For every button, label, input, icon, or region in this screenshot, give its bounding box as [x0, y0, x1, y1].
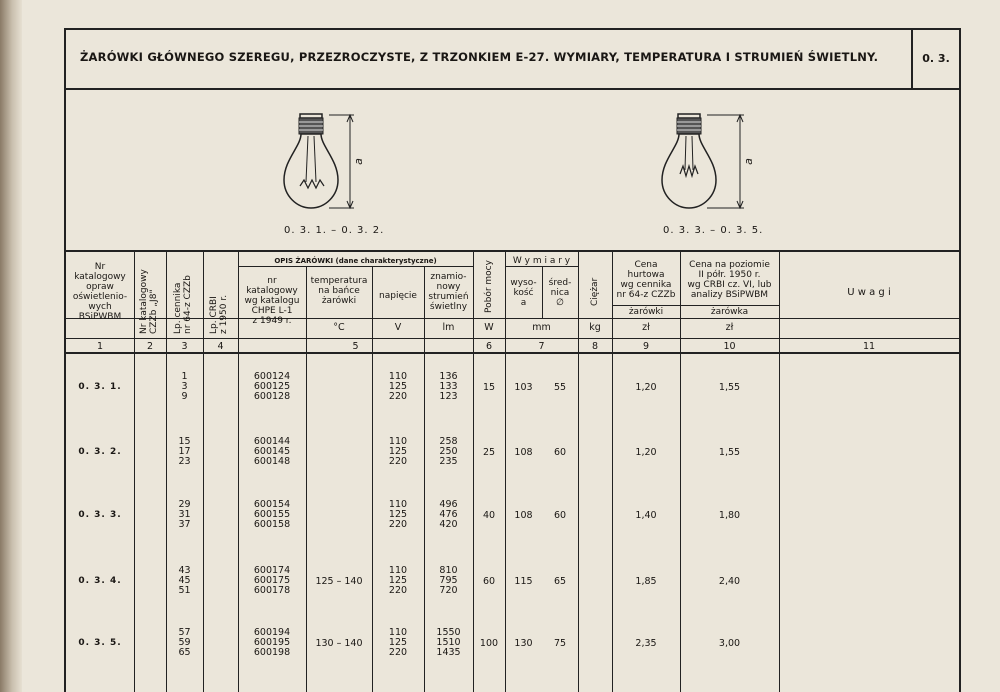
col-border-11	[779, 250, 780, 692]
col-number-8: 8	[591, 341, 599, 352]
row-height: 103	[514, 382, 533, 393]
row-wholesale-price: 1,85	[635, 576, 657, 587]
header-ciezar: Ciężar	[590, 277, 600, 306]
col-border-2	[166, 250, 167, 692]
row-temperature: 130 – 140	[315, 638, 363, 649]
col-number-9: 9	[642, 341, 650, 352]
table-top-border	[64, 250, 961, 252]
header-bottom-line	[64, 352, 961, 354]
col-border-6	[473, 250, 474, 692]
row-luminous-flux: 136 133 123	[439, 371, 458, 402]
col-number-2: 2	[146, 341, 154, 352]
col-number-4: 4	[217, 341, 224, 352]
row-luminous-flux: 1550 1510 1435	[436, 627, 461, 658]
row-catalog-nr: 600174 600175 600178	[253, 565, 291, 596]
row-luminous-flux: 496 476 420	[439, 499, 458, 530]
header-nr-katalogowy: nr katalogowy wg katalogu CHPE L-1 z 1949 r.	[244, 276, 300, 326]
row-voltage: 110 125 220	[388, 371, 408, 402]
row-diameter: 65	[553, 576, 567, 587]
row-cennik-lp: 43 45 51	[178, 565, 191, 596]
header-czzb-catalog: Nr katalogowy CZZb „J8"	[139, 269, 159, 334]
row-code: 0. 3. 1.	[78, 382, 122, 392]
row-height: 108	[514, 447, 533, 458]
row-catalog-nr: 600154 600155 600158	[253, 499, 291, 530]
row-price-1950: 2,40	[718, 576, 741, 587]
unit-temp: °C	[333, 322, 345, 333]
col-number-10: 10	[723, 341, 736, 352]
row-height: 130	[514, 638, 533, 649]
row-catalog-nr: 600194 600195 600198	[253, 627, 291, 658]
col-border-7	[505, 250, 506, 692]
header-strumien: znamio- nowy strumień świetlny	[428, 272, 469, 312]
unit-ciezar: kg	[589, 322, 601, 333]
page-title: ŻARÓWKI GŁÓWNEGO SZEREGU, PRZEZROCZYSTE, Z TRZONKIEM E-27. WYMIARY, TEMPERATURA I STRUMIEŃ ŚWIETLNY.	[80, 50, 879, 64]
col-border-3	[203, 250, 204, 692]
figure-caption-2: 0. 3. 3. – 0. 3. 5.	[663, 225, 764, 236]
row-code: 0. 3. 2.	[78, 447, 122, 457]
col-number-6: 6	[485, 341, 493, 352]
row-power: 60	[482, 576, 496, 587]
row-height: 115	[514, 576, 533, 587]
row-cennik-lp: 15 17 23	[178, 436, 191, 467]
header-napiecie: napięcie	[379, 291, 417, 301]
row-cennik-lp: 1 3 9	[181, 371, 188, 402]
header-crbi-lp: Lp. CRBI z 1950 r.	[209, 294, 229, 334]
row-wholesale-price: 1,20	[635, 447, 657, 458]
row-catalog-nr: 600124 600125 600128	[253, 371, 291, 402]
row-price-1950: 1,55	[718, 447, 741, 458]
header-units-line	[64, 318, 961, 319]
header-zarowki: żarówki	[628, 307, 664, 317]
row-height: 108	[514, 510, 533, 521]
header-cennik-lp: Lp. cennika nr 64-z CZZb	[173, 275, 193, 334]
row-cennik-lp: 57 59 65	[178, 627, 191, 658]
header-colnum-line	[64, 338, 961, 339]
row-voltage: 110 125 220	[388, 627, 408, 658]
header-wymiary: W y m i a r y	[512, 256, 571, 266]
col-border-1	[134, 250, 135, 692]
col-number-7: 7	[538, 341, 545, 352]
col-number-11: 11	[862, 341, 876, 352]
row-luminous-flux: 258 250 235	[439, 436, 458, 467]
figure-caption-1: 0. 3. 1. – 0. 3. 2.	[284, 225, 385, 236]
unit-napiecie: V	[394, 322, 402, 333]
col-number-5: 5	[352, 341, 359, 352]
header-srednica: śred- nica ∅	[548, 278, 572, 308]
header-uwagi: U w a g i	[847, 287, 891, 298]
unit-cena-hurt: zł	[642, 322, 650, 333]
row-power: 100	[479, 638, 499, 649]
row-code: 0. 3. 4.	[78, 576, 122, 586]
row-price-1950: 1,55	[718, 382, 741, 393]
dim-label-a-1: a	[351, 158, 365, 165]
row-price-1950: 1,80	[718, 510, 741, 521]
row-wholesale-price: 1,40	[635, 510, 657, 521]
row-diameter: 55	[553, 382, 567, 393]
col-border-8	[578, 250, 579, 692]
unit-pobor: W	[484, 322, 494, 333]
col-border-end	[959, 28, 961, 692]
header-zarowka: żarówka	[710, 307, 749, 317]
header-cena-poziom: Cena na poziomie II półr. 1950 r. wg CRBI cz. VI, lub analizy BSiPWBM	[687, 260, 772, 300]
row-voltage: 110 125 220	[388, 499, 408, 530]
binding-spine	[0, 0, 22, 692]
col-number-3: 3	[181, 341, 188, 352]
row-price-1950: 3,00	[718, 638, 741, 649]
row-luminous-flux: 810 795 720	[439, 565, 458, 596]
row-cennik-lp: 29 31 37	[178, 499, 191, 530]
header-cena-hurtowa: Cena hurtowa wg cennika nr 64-z CZZb	[616, 260, 676, 300]
row-code: 0. 3. 3.	[78, 510, 122, 520]
row-wholesale-price: 2,35	[635, 638, 657, 649]
row-power: 15	[482, 382, 496, 393]
row-voltage: 110 125 220	[388, 436, 408, 467]
row-power: 40	[482, 510, 496, 521]
unit-cena-poziom: zł	[725, 322, 734, 333]
header-pobor-mocy: Pobór mocy	[484, 260, 494, 313]
row-temperature: 125 – 140	[315, 576, 363, 587]
header-wysokosc: wyso- kość a	[510, 278, 537, 308]
row-wholesale-price: 1,20	[635, 382, 657, 393]
row-diameter: 60	[553, 510, 567, 521]
row-power: 25	[482, 447, 496, 458]
header-oprawy-catalog: Nr katalogowy opraw oświetlenio- wych BSiPWBM	[72, 262, 128, 322]
row-diameter: 75	[553, 638, 567, 649]
header-subline-ceny	[612, 305, 779, 306]
row-voltage: 110 125 220	[388, 565, 408, 596]
row-diameter: 60	[553, 447, 567, 458]
unit-strumien: lm	[442, 322, 455, 333]
header-subline-opis	[238, 266, 473, 267]
dim-label-a-2: a	[741, 158, 755, 165]
header-opis-zarowki: OPIS ŻARÓWKI (dane charakterystyczne)	[274, 257, 437, 265]
header-temperatura: temperatura na bańce żarówki	[310, 276, 368, 306]
unit-wymiary: mm	[532, 322, 551, 333]
row-code: 0. 3. 5.	[78, 638, 122, 648]
bulb-drawing-clear-filament	[270, 108, 390, 218]
col-number-1: 1	[96, 341, 104, 352]
section-code: 0. 3.	[911, 30, 959, 88]
row-catalog-nr: 600144 600145 600148	[253, 436, 291, 467]
title-row	[66, 30, 959, 90]
